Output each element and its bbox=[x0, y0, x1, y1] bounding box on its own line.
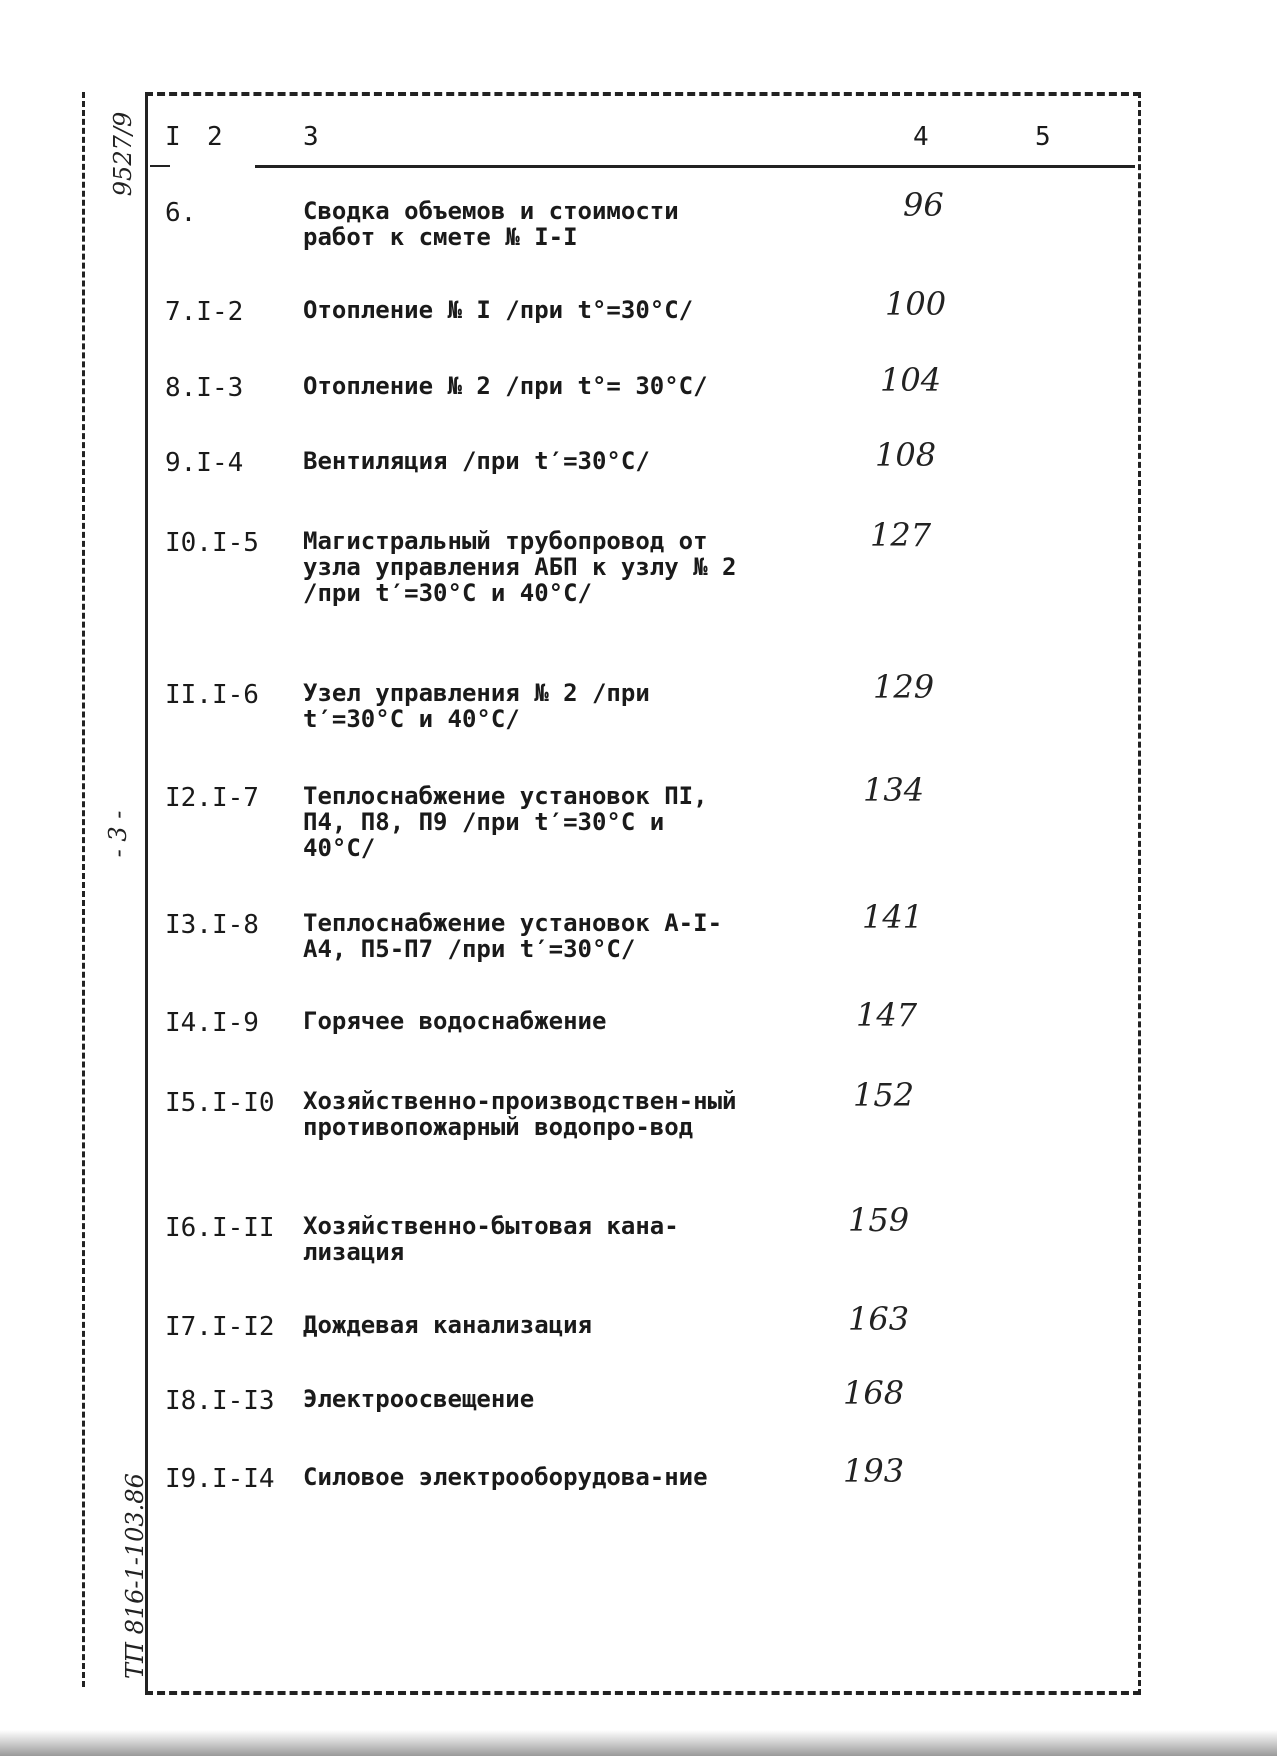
document-code: ТП 816-1-103.86 bbox=[121, 1473, 149, 1679]
item-title: Хозяйственно-производствен-ный противопожарный водопро-вод bbox=[303, 1087, 737, 1141]
item-title: Дождевая канализация bbox=[303, 1311, 592, 1339]
item-title: Горячее водоснабжение bbox=[303, 1007, 607, 1035]
item-number: I4.I-9 bbox=[165, 1008, 259, 1038]
item-page: 159 bbox=[848, 1201, 910, 1239]
item-page: 127 bbox=[870, 516, 932, 554]
item-number: I0.I-5 bbox=[165, 528, 259, 558]
item-number: I2.I-7 bbox=[165, 783, 259, 813]
item-title: Теплоснабжение установок ПI, П4, П8, П9 /при t′=30°C и 40°C/ bbox=[303, 782, 708, 862]
item-page: 193 bbox=[843, 1452, 905, 1490]
item-title: Хозяйственно-бытовая кана-лизация bbox=[303, 1212, 679, 1266]
item-page: 108 bbox=[875, 436, 937, 474]
item-number: II.I-6 bbox=[165, 680, 259, 710]
item-number: 6. bbox=[165, 198, 197, 228]
item-number: 8.I-3 bbox=[165, 373, 244, 403]
item-title: Узел управления № 2 /при t′=30°C и 40°C/ bbox=[303, 679, 650, 733]
item-title: Сводка объемов и стоимости работ к смете № I-I bbox=[303, 197, 679, 251]
header-col-5: 5 bbox=[1035, 122, 1051, 152]
item-title: Электроосвещение bbox=[303, 1385, 535, 1413]
header-rule-stub bbox=[150, 165, 170, 167]
item-number: I5.I-I0 bbox=[165, 1088, 275, 1118]
sheet-code: 9527/9 bbox=[109, 111, 137, 197]
item-title: Отопление № I /при t°=30°C/ bbox=[303, 296, 694, 324]
header-col-2: 2 bbox=[207, 122, 223, 152]
item-page: 134 bbox=[863, 771, 925, 809]
item-page: 152 bbox=[853, 1076, 915, 1114]
header-rule bbox=[255, 165, 1135, 168]
item-number: I7.I-I2 bbox=[165, 1312, 275, 1342]
header-col-1: I bbox=[165, 122, 181, 152]
item-page: 163 bbox=[848, 1300, 910, 1338]
item-title: Вентиляция /при t′=30°C/ bbox=[303, 447, 650, 475]
table-frame bbox=[145, 92, 1141, 1695]
item-title: Теплоснабжение установок A-I-A4, П5-П7 /при t′=30°C/ bbox=[303, 909, 723, 963]
item-page: 147 bbox=[856, 996, 918, 1034]
item-page: 104 bbox=[880, 361, 942, 399]
item-page: 129 bbox=[873, 668, 935, 706]
item-page: 96 bbox=[903, 186, 944, 224]
item-title: Отопление № 2 /при t°= 30°C/ bbox=[303, 372, 708, 400]
item-number: I8.I-I3 bbox=[165, 1386, 275, 1416]
item-title: Силовое электрооборудова-ние bbox=[303, 1463, 708, 1491]
item-number: 9.I-4 bbox=[165, 448, 244, 478]
item-number: I9.I-I4 bbox=[165, 1464, 275, 1494]
item-page: 141 bbox=[862, 898, 924, 936]
item-title: Магистральный трубопровод от узла управления АБП к узлу № 2 /при t′=30°C и 40°C/ bbox=[303, 527, 737, 607]
header-col-3: 3 bbox=[303, 122, 319, 152]
item-number: I3.I-8 bbox=[165, 910, 259, 940]
item-number: I6.I-II bbox=[165, 1213, 275, 1243]
item-number: 7.I-2 bbox=[165, 297, 244, 327]
header-col-4: 4 bbox=[913, 122, 929, 152]
scan-edge bbox=[0, 1730, 1277, 1756]
stamp-strip bbox=[82, 92, 148, 1687]
item-page: 100 bbox=[885, 285, 947, 323]
item-page: 168 bbox=[843, 1374, 905, 1412]
page-marker: - 3 - bbox=[104, 810, 132, 858]
